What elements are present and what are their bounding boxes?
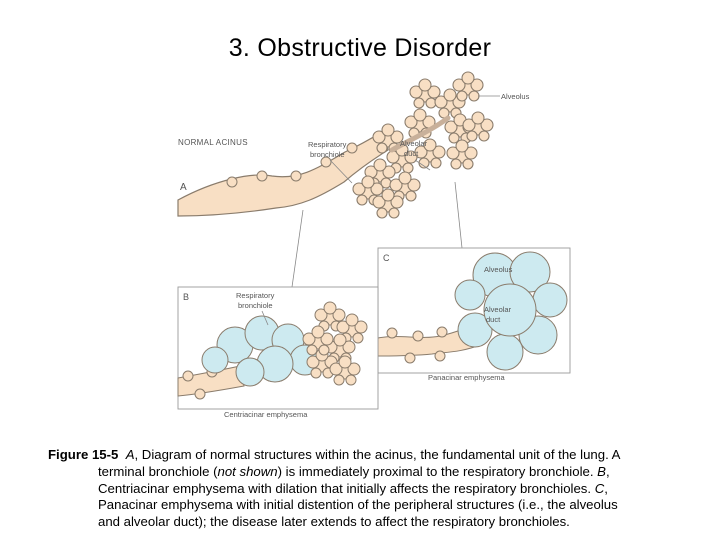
caption-c: C	[594, 480, 605, 496]
alveolar-duct-label-a-2: duct	[404, 149, 419, 158]
caption-line-3	[48, 481, 678, 498]
panel-c	[378, 248, 570, 382]
caption-b: B	[597, 463, 606, 479]
resp-bronchiole-label-a-2: bronchiole	[310, 150, 345, 159]
caption-not-shown: not shown	[217, 463, 278, 479]
alveolus-label-a: Alveolus	[501, 92, 530, 101]
alveolar-duct-label-c-1: Alveolar	[484, 305, 512, 314]
centriacinar-caption: Centriacinar emphysema	[224, 410, 308, 419]
panel-a	[178, 72, 530, 218]
connector-a-to-c	[455, 182, 462, 248]
alveolar-duct-label-a-1: Alveolar	[400, 139, 428, 148]
caption-line-2	[48, 464, 678, 481]
caption-line-5: and alveolar duct); the disease later extends to affect the respiratory bronchioles.	[98, 514, 570, 530]
figure-caption	[48, 447, 678, 531]
caption-t3: ) is immediately proximal to the respiratory bronchiole.	[277, 463, 598, 479]
caption-t4: ,	[605, 463, 610, 479]
connector-a-to-b	[292, 210, 303, 287]
resp-bronchiole-label-b-1: Respiratory	[236, 291, 275, 300]
panel-a-letter: A	[180, 182, 187, 193]
page-title: 3. Obstructive Disorder	[228, 34, 492, 62]
normal-acinus-label: NORMAL ACINUS	[178, 138, 248, 147]
figure-number: Figure 15-5	[48, 447, 119, 462]
caption-t5: Centriacinar emphysema with dilation that initially affects the respiratory bronchioles.	[98, 480, 595, 496]
caption-t1: , Diagram of normal structures within the acinus, the fundamental unit of the lung. A	[134, 447, 621, 462]
alveolar-duct-label-c-2: duct	[486, 315, 501, 324]
alveolus-label-c: Alveolus	[484, 265, 513, 274]
panel-b	[178, 287, 378, 419]
panacinar-caption: Panacinar emphysema	[428, 373, 505, 382]
panel-b-letter: B	[183, 292, 190, 302]
panel-c-letter: C	[383, 253, 390, 263]
caption-line-4: Panacinar emphysema with initial distention of the peripheral structures (i.e., the alveolus	[98, 497, 618, 513]
caption-t6: ,	[604, 480, 608, 496]
caption-t2: terminal bronchiole (	[98, 463, 218, 479]
caption-a: A	[125, 447, 135, 462]
resp-bronchiole-label-b-2: bronchiole	[238, 301, 273, 310]
resp-bronchiole-label-a-1: Respiratory	[308, 140, 347, 149]
